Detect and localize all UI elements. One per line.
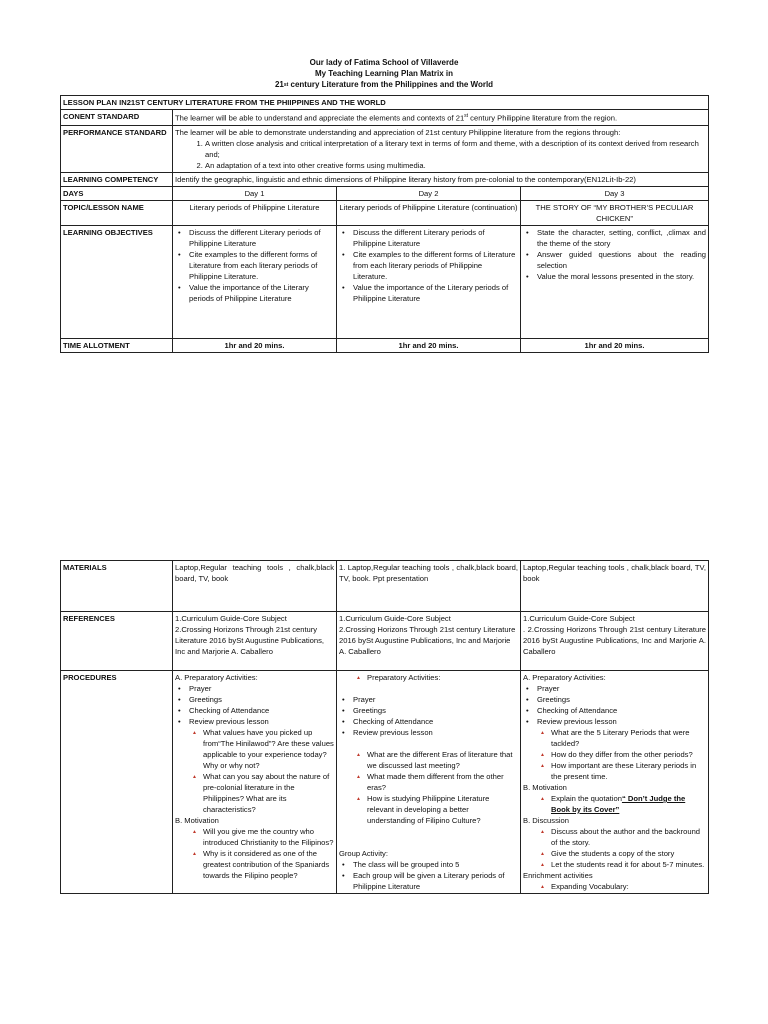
motivation-quote: ▲ Explain the quotation“ Don’t Judge the Book by its Cover” xyxy=(551,793,706,815)
prep-heading: A. Preparatory Activities: xyxy=(523,673,606,682)
objective-item: • Discuss the different Literary periods of Philippine Literature xyxy=(189,227,334,249)
content-standard-label: CONENT STANDARD xyxy=(61,110,173,126)
discussion-item: ▲ Give the students a copy of the story xyxy=(551,848,706,859)
reference-item: 1.Curriculum Guide-Core Subject xyxy=(339,614,451,623)
enrichment-heading: Enrichment activities xyxy=(523,871,593,880)
prep-item: • Checking of Attendance xyxy=(189,705,334,716)
day-1: Day 1 xyxy=(173,186,337,200)
references-day-3 xyxy=(521,612,709,671)
time-day-3: 1hr and 20 mins. xyxy=(521,338,709,352)
day-3: Day 3 xyxy=(521,186,709,200)
materials-day-2: 1. Laptop,Regular teaching tools , chalk,black board, TV, book. Ppt presentation xyxy=(337,561,521,612)
procedures-table xyxy=(60,560,709,894)
prep-item: • Review previous lesson xyxy=(353,727,518,738)
review-question: ▲ What can you say about the nature of pre-colonial literature in the Philippines? What are its characteristics? xyxy=(203,771,334,815)
references-label: REFERENCES xyxy=(61,612,173,671)
discussion-item: ▲ Let the students read it for about 5-7 minutes. xyxy=(551,859,706,870)
motivation-heading: B. Motivation xyxy=(523,783,567,792)
prep-item: • Checking of Attendance xyxy=(353,716,518,727)
motivation-question: ▲ Why is it considered as one of the greatest contribution of the Spaniards towards the Filipino people? xyxy=(203,848,334,881)
procedures-day-2 xyxy=(337,671,521,894)
lesson-plan-title: LESSON PLAN IN21ST CENTURY LITERATURE FROM THE PHIIPPINES AND THE WORLD xyxy=(61,96,709,110)
objectives-day-3 xyxy=(521,225,709,338)
performance-item: 1. A written close analysis and critical interpretation of a literary text in terms of form and theme, with a description of its context derived from research and; xyxy=(205,138,706,160)
content-standard-text: The learner will be able to understand and appreciate the elements and contexts of 21st century Philippine literature from the region. xyxy=(173,110,709,126)
motivation-question: ▲ Will you give me the country who introduced Christianity to the Filipinos? xyxy=(203,826,334,848)
topic-label: TOPIC/LESSON NAME xyxy=(61,200,173,225)
objective-item: • Discuss the different Literary periods of Philippine Literature xyxy=(353,227,518,249)
review-question: ▲ What are the different Eras of literature that we discussed last meeting? xyxy=(367,749,518,771)
group-activity-heading: Group Activity: xyxy=(339,849,388,858)
time-day-2: 1hr and 20 mins. xyxy=(337,338,521,352)
prep-heading: ▲ Preparatory Activities: xyxy=(367,672,518,683)
performance-item: 2. An adaptation of a text into other creative forms using multimedia. xyxy=(205,160,706,171)
objective-item: • Cite examples to the different forms of Literature from each literary periods of Philippine Literature. xyxy=(353,249,518,282)
review-question: ▲ How important are these Literary periods in the present time. xyxy=(551,760,706,782)
objective-item: • State the character, setting, conflict, ,climax and the theme of the story xyxy=(537,227,706,249)
time-allotment-label: TIME ALLOTMENT xyxy=(61,338,173,352)
references-day-1 xyxy=(173,612,337,671)
reference-item: 1.Curriculum Guide-Core Subject xyxy=(523,614,635,623)
topic-day-1: Literary periods of Philippine Literature xyxy=(173,200,337,225)
motivation-heading: B. Motivation xyxy=(175,816,219,825)
performance-standard-label: PERFORMANCE STANDARD xyxy=(61,125,173,172)
prep-item: • Greetings xyxy=(537,694,706,705)
objective-item: • Cite examples to the different forms of Literature from each literary periods of Philippine Literature. xyxy=(189,249,334,282)
review-question: ▲ How do they differ from the other periods? xyxy=(551,749,706,760)
group-item: • Each group will be given a Literary periods of Philippine Literature xyxy=(353,870,518,892)
prep-item: • Prayer xyxy=(537,683,706,694)
course-title: 21st century Literature from the Philippines and the World xyxy=(274,80,494,89)
school-name: Our lady of Fatima School of Villaverde xyxy=(309,58,459,67)
prep-item: • Review previous lesson xyxy=(189,716,334,727)
topic-day-3: THE STORY OF “MY BROTHER’S PECULIAR CHICKEN” xyxy=(521,200,709,225)
objective-item: • Value the importance of the Literary periods of Philippine Literature xyxy=(353,282,518,304)
time-day-1: 1hr and 20 mins. xyxy=(173,338,337,352)
reference-item: 1.Curriculum Guide-Core Subject xyxy=(175,614,287,623)
review-question: ▲ What made them different from the other eras? xyxy=(367,771,518,793)
materials-label: MATERIALS xyxy=(61,561,173,612)
prep-heading: A. Preparatory Activities: xyxy=(175,673,258,682)
prep-item: • Checking of Attendance xyxy=(537,705,706,716)
topic-day-2: Literary periods of Philippine Literature (continuation) xyxy=(337,200,521,225)
learning-competency-text: Identify the geographic, linguistic and ethnic dimensions of Philippine literary history from pre-colonial to the contemporary(EN12Lit-Ib-22) xyxy=(173,172,709,186)
lesson-plan-table xyxy=(60,95,709,353)
prep-item: • Greetings xyxy=(353,705,518,716)
references-day-2 xyxy=(337,612,521,671)
prep-item: • Prayer xyxy=(353,694,518,705)
discussion-heading: B. Discussion xyxy=(523,816,570,825)
vocab-item: ▲ Expanding Vocabulary: xyxy=(551,881,706,892)
group-item: • The class will be grouped into 5 xyxy=(353,859,518,870)
objectives-day-1 xyxy=(173,225,337,338)
days-label: DAYS xyxy=(61,186,173,200)
materials-day-3: Laptop,Regular teaching tools , chalk,black board, TV, book xyxy=(521,561,709,612)
day-2: Day 2 xyxy=(337,186,521,200)
objectives-day-2 xyxy=(337,225,521,338)
procedures-day-1 xyxy=(173,671,337,894)
reference-item: 2.Crossing Horizons Through 21st century Literature 2016 bySt Augustine Publications, Inc and Marjorie A. Caballero xyxy=(175,625,325,656)
prep-item: • Greetings xyxy=(189,694,334,705)
objective-item: • Value the importance of the Literary periods of Philippine Literature xyxy=(189,282,334,304)
prep-item: • Prayer xyxy=(189,683,334,694)
prep-item: • Review previous lesson xyxy=(537,716,706,727)
learning-competency-label: LEARNING COMPETENCY xyxy=(61,172,173,186)
review-question: ▲ How is studying Philippine Literature relevant in developing a better understanding of Filipino Culture? xyxy=(367,793,518,826)
procedures-day-3 xyxy=(521,671,709,894)
objective-item: • Answer guided questions about the reading selection xyxy=(537,249,706,271)
objective-item: • Value the moral lessons presented in the story. xyxy=(537,271,706,282)
discussion-item: ▲ Discuss about the author and the backround of the story. xyxy=(551,826,706,848)
plan-title: My Teaching Learning Plan Matrix in xyxy=(314,69,454,78)
procedures-label: PROCEDURES xyxy=(61,671,173,894)
objectives-label: LEARNING OBJECTIVES xyxy=(61,225,173,338)
reference-item: . 2.Crossing Horizons Through 21st century Literature 2016 bySt Augustine Publications, Inc and Marjorie A. Caballero xyxy=(523,625,706,656)
review-question: ▲ What values have you picked up from“The Hinilawod”? Are these values applicable to your experience today? Why or why not? xyxy=(203,727,334,771)
review-question: ▲ What are the 5 Literary Periods that were tackled? xyxy=(551,727,706,749)
performance-intro: The learner will be able to demonstrate understanding and appreciation of 21st century Philippine literature from the regions through: xyxy=(175,127,621,137)
reference-item: 2.Crossing Horizons Through 21st century Literature 2016 bySt Augustine Publications, Inc and Marjorie A. Caballero xyxy=(339,625,516,656)
materials-day-1: Laptop,Regular teaching tools , chalk,black board, TV, book xyxy=(173,561,337,612)
performance-standard-text xyxy=(173,125,709,172)
